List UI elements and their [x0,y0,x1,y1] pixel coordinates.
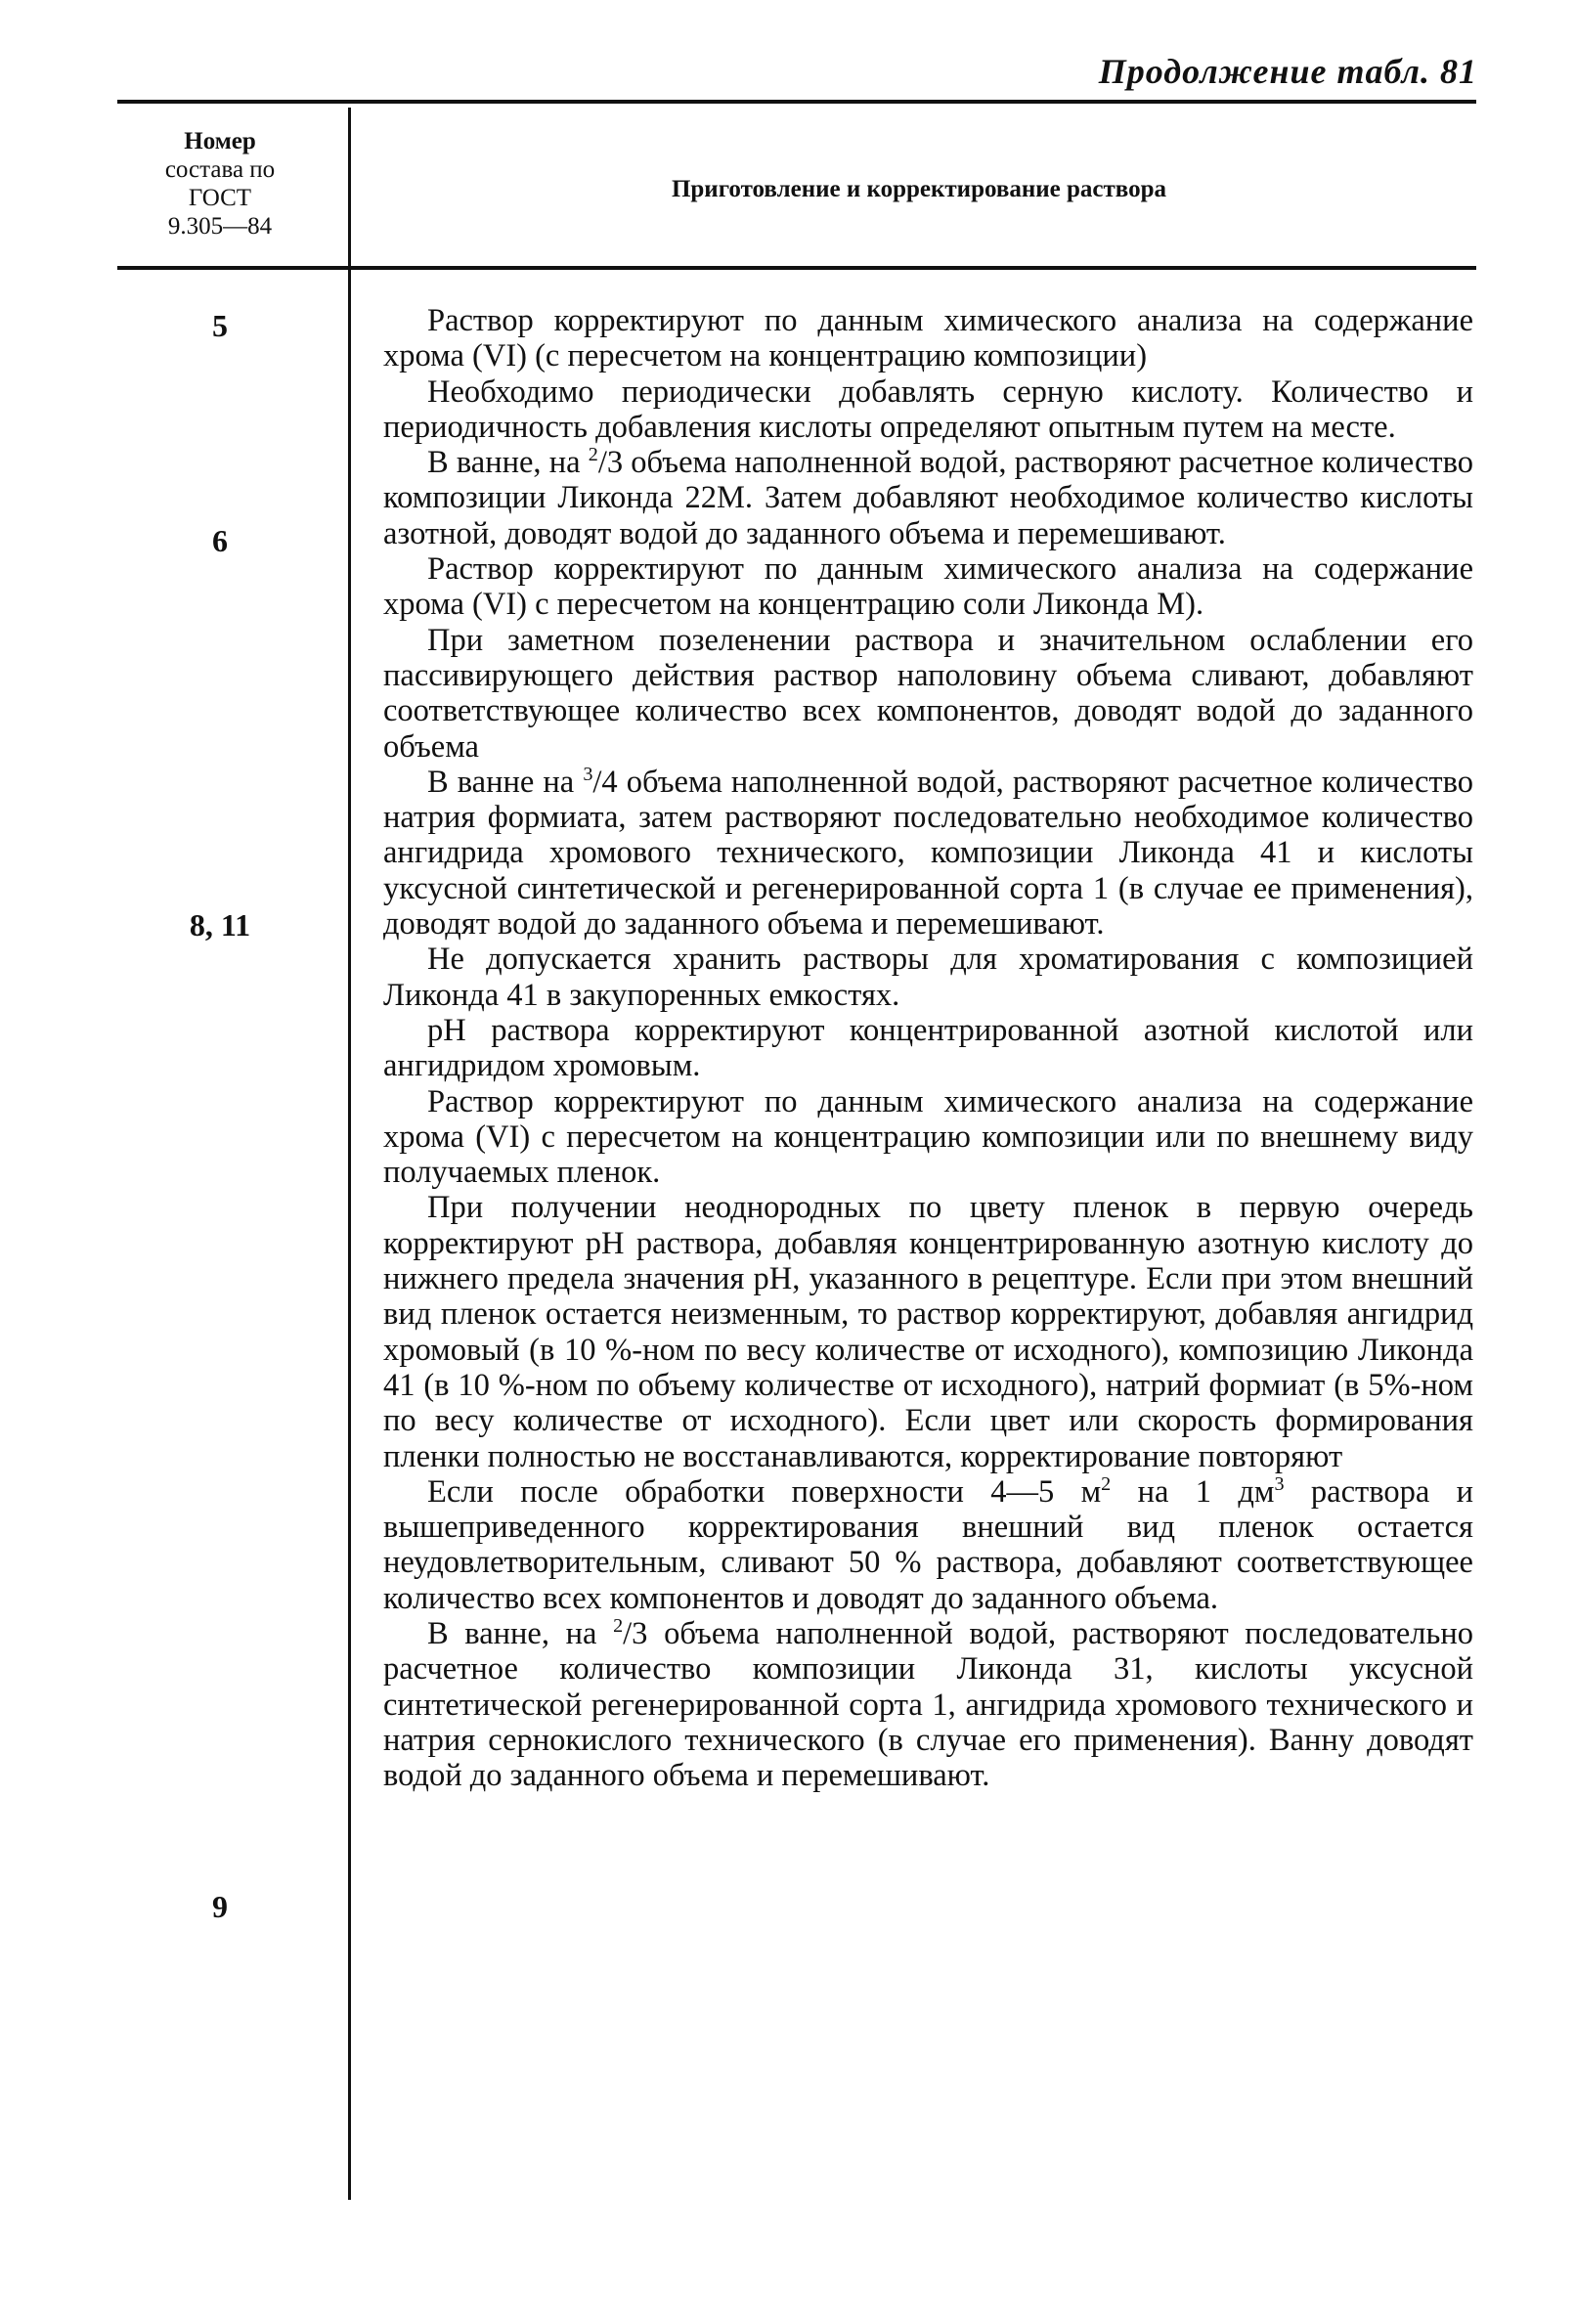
table-header-rule [117,266,1476,270]
paragraph: В ванне, на $^2$/3 объема наполненной водой, растворяют расчетное количество композиции Ликонда 22М. Затем добавляют необходимое количество кислоты азотной, доводят водой до заданного объема и перемешивают. [383,444,1473,551]
row-number: 5 [212,308,228,343]
table-body-text [383,303,1473,1793]
column-header-line: 9.305—84 [167,213,273,240]
row-number: 8, 11 [189,907,251,943]
paragraph: При заметном позеленении раствора и значительном ослаблении его пассивирующего действия раствор наполовину объема сливают, добавляют соответствующее количество всех компонентов, доводят водой до заданного объема [383,622,1473,765]
column-divider [348,108,351,2200]
column-header-line: Номер [184,128,256,154]
paragraph: Необходимо периодически добавлять серную кислоту. Количество и периодичность добавления кислоты определяют опытным путем на месте. [383,373,1473,445]
paragraph: В ванне, на $^2$/3 объема наполненной водой, растворяют последовательно расчетное количество композиции Ликонда 31, кислоты уксусной синтетической регенерированной сорта 1, ангидрида хромового технического и натрия сернокислого технического (в случае его применения). Ванну доводят водой до заданного объема и перемешивают. [383,1615,1473,1794]
page-title: Продолжение табл. 81 [1098,52,1477,91]
row-number: 6 [212,523,228,558]
column-header-number [117,127,323,241]
paragraph: Не допускается хранить растворы для хроматирования с композицией Ликонда 41 в закупоренных емкостях. [383,942,1473,1013]
paragraph: При получении неоднородных по цвету пленок в первую очередь корректируют pH раствора, добавляя концентрированную азотную кислоту до нижнего предела значения pH, указанного в рецептуре. Если при этом внешний вид пленок остается неизменным, то раствор корректируют, добавляя ангидрид хромовый (в 10 %-ном по весу количестве от исходного), композицию Ликонда 41 (в 10 %-ном по объему количестве от исходного), натрий формиат (в 5%-ном по весу количестве от исходного). Если цвет или скорость формирования пленки полностью не восстанавливаются, корректирование повторяют [383,1190,1473,1474]
row-number: 9 [212,1889,228,1924]
column-header-line: ГОСТ [188,185,252,211]
paragraph: Раствор корректируют по данным химического анализа на содержание хрома (VI) с пересчетом на концентрацию соли Ликонда М). [383,551,1473,623]
column-header-preparation: Приготовление и корректирование раствора [671,176,1167,202]
table-top-rule [117,100,1476,104]
paragraph: Раствор корректируют по данным химического анализа на содержание хрома (VI) с пересчетом на концентрацию композиции или по внешнему виду получаемых пленок. [383,1083,1473,1191]
paragraph: pH раствора корректируют концентрированной азотной кислотой или ангидридом хромовым. [383,1012,1473,1084]
column-header-line: состава по [164,156,276,183]
paragraph: В ванне на $^3$/4 объема наполненной водой, растворяют расчетное количество натрия формиата, затем растворяют последовательно необходимое количество ангидрида хромового технического, композиции Ликонда 41 и кислоты уксусной синтетической и регенерированной сорта 1 (в случае ее применения), доводят водой до заданного объема и перемешивают. [383,764,1473,943]
paragraph: Раствор корректируют по данным химического анализа на содержание хрома (VI) (с пересчетом на концентрацию композиции) [383,303,1473,374]
paragraph: Если после обработки поверхности 4—5 $м^2$ на 1 $дм^3$ раствора и вышеприведенного корректирования внешний вид пленок остается неудовлетворительным, сливают 50 % раствора, добавляют соответствующее количество всех компонентов и доводят до заданного объема. [383,1472,1474,1616]
